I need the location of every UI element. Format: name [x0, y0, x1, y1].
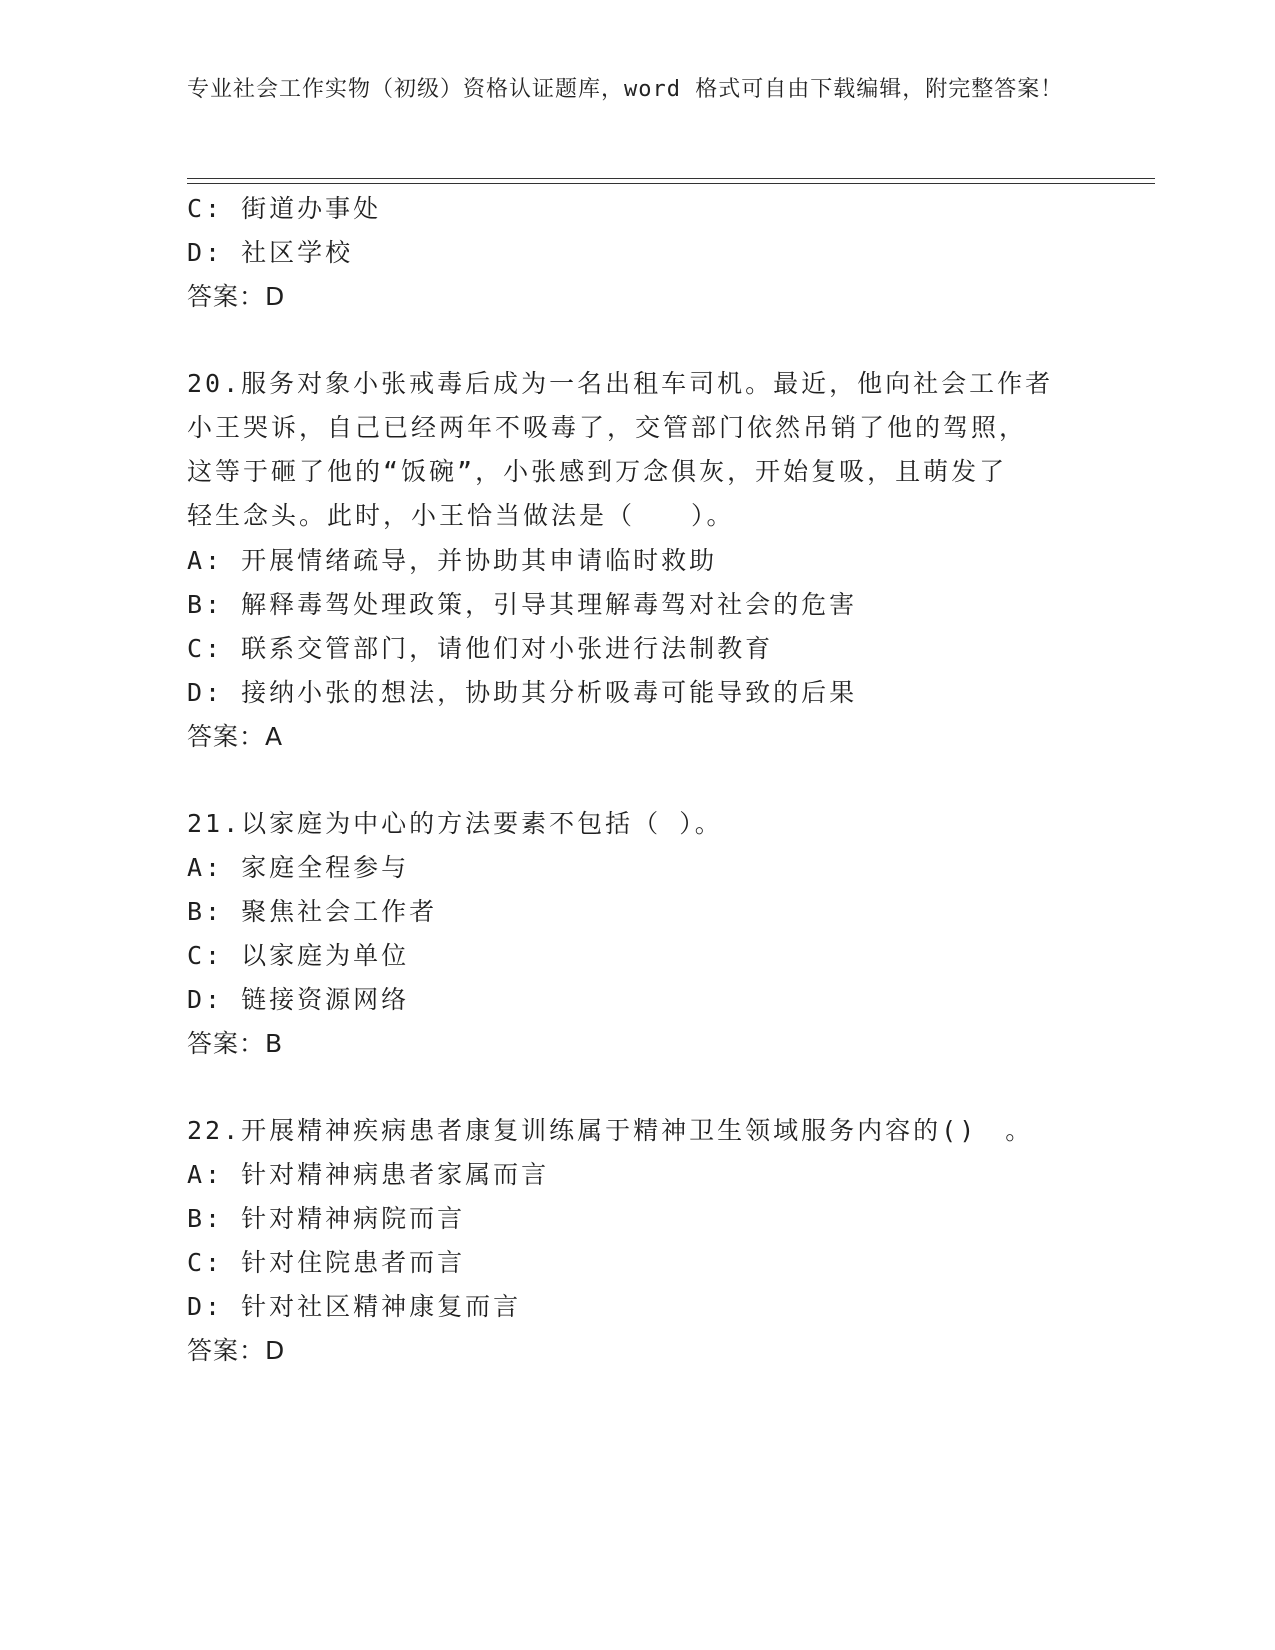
q21-option-c: C: 以家庭为单位	[187, 941, 410, 970]
header-divider-bottom	[187, 183, 1155, 184]
q20-option-c: C: 联系交管部门，请他们对小张进行法制教育	[187, 634, 774, 663]
header-divider-top	[187, 178, 1155, 179]
q20-stem-line-4: 轻生念头。此时，小王恰当做法是（ ）。	[187, 501, 735, 530]
q22-stem-line-1: 22.开展精神疾病患者康复训练属于精神卫生领域服务内容的() 。	[187, 1116, 1034, 1145]
q20-stem-line-2: 小王哭诉，自己已经两年不吸毒了，交管部门依然吊销了他的驾照，	[187, 413, 1028, 442]
q20-option-d: D: 接纳小张的想法，协助其分析吸毒可能导致的后果	[187, 678, 858, 707]
q20-answer: 答案：A	[187, 722, 284, 751]
q21-option-a: A: 家庭全程参与	[187, 853, 410, 882]
q21-option-d: D: 链接资源网络	[187, 985, 410, 1014]
q20-option-a: A: 开展情绪疏导，并协助其申请临时救助	[187, 546, 718, 575]
prev-option-c: C: 街道办事处	[187, 194, 382, 223]
prev-answer: 答案：D	[187, 282, 286, 311]
q20-stem-line-1: 20.服务对象小张戒毒后成为一名出租车司机。最近，他向社会工作者	[187, 369, 1054, 398]
q22-answer: 答案：D	[187, 1336, 286, 1365]
q22-option-b: B: 针对精神病院而言	[187, 1204, 466, 1233]
q20-stem-line-3: 这等于砸了他的“饭碗”，小张感到万念俱灰，开始复吸，且萌发了	[187, 457, 1008, 486]
document-header: 专业社会工作实物（初级）资格认证题库，word 格式可自由下载编辑，附完整答案！	[187, 77, 1064, 102]
q21-option-b: B: 聚焦社会工作者	[187, 897, 438, 926]
q21-stem-line-1: 21.以家庭为中心的方法要素不包括（ ）。	[187, 809, 723, 838]
q21-answer: 答案：B	[187, 1029, 284, 1058]
q22-option-a: A: 针对精神病患者家属而言	[187, 1160, 550, 1189]
q20-option-b: B: 解释毒驾处理政策，引导其理解毒驾对社会的危害	[187, 590, 858, 619]
q22-option-c: C: 针对住院患者而言	[187, 1248, 466, 1277]
q22-option-d: D: 针对社区精神康复而言	[187, 1292, 522, 1321]
prev-option-d: D: 社区学校	[187, 238, 354, 267]
